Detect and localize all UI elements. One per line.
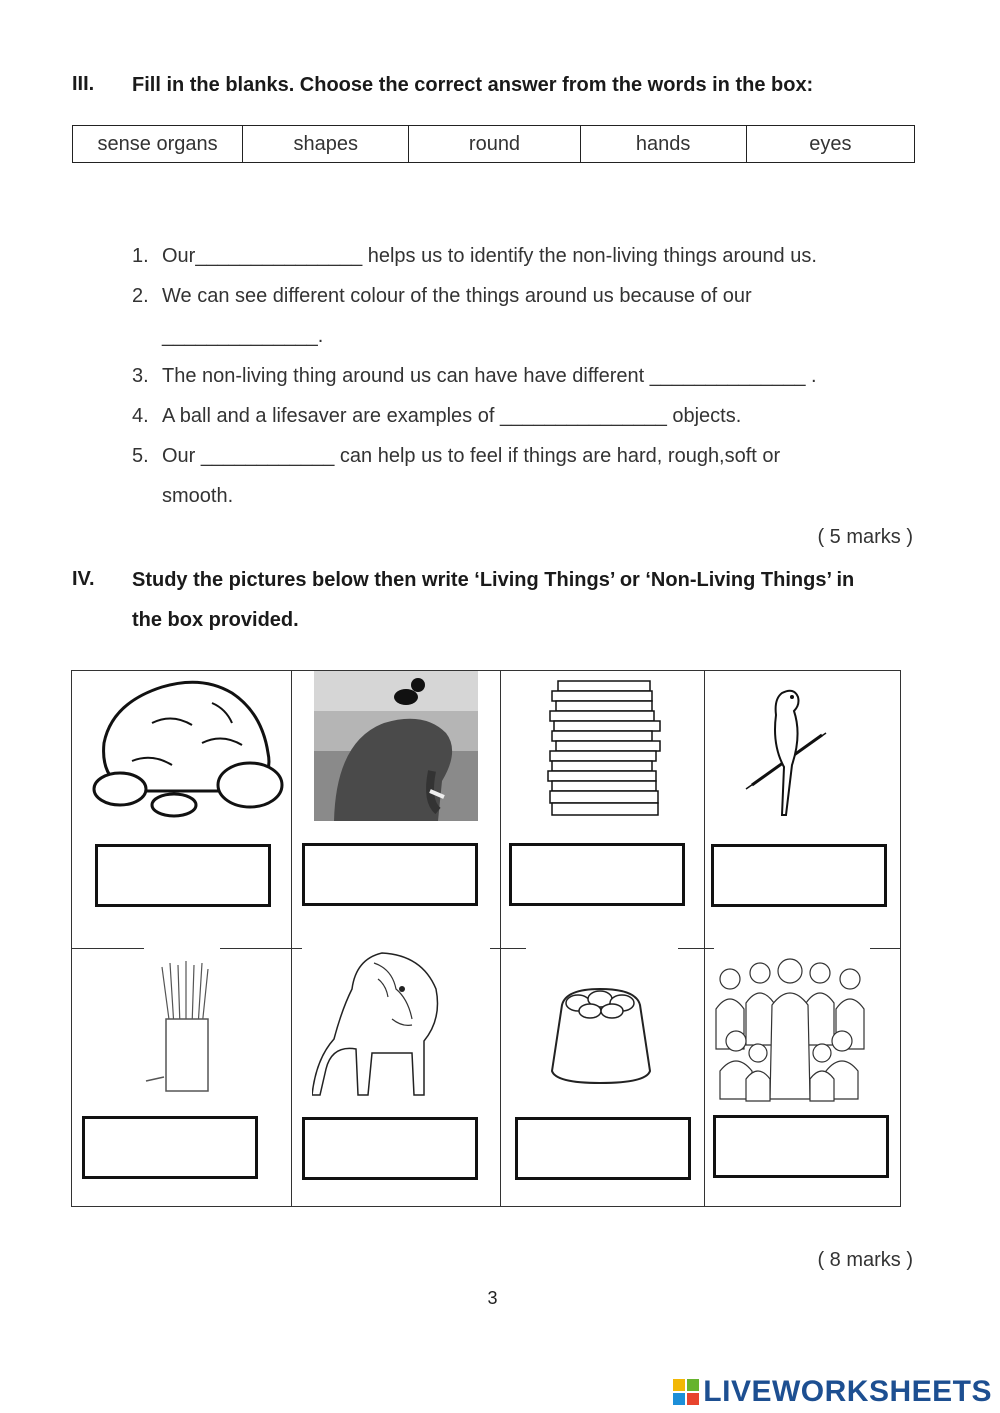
section-3-instruction: Fill in the blanks. Choose the correct answer from the words in the box: [132,74,814,96]
section-4-instruction-line1: Study the pictures below then write ‘Living Things’ or ‘Non-Living Things’ in [132,569,855,591]
rock-icon [92,673,284,821]
answer-box[interactable] [302,1117,478,1180]
question-text: Our_______________ helps us to identify the non-living things around us. [162,245,817,267]
section-4-number: IV. [72,568,95,590]
question-number: 1. [132,245,149,267]
question-number: 2. [132,285,149,307]
question-blank: ______________. [162,325,324,347]
word-cell: round [409,126,580,162]
word-cell: hands [581,126,747,162]
elephant-with-monkey-photo [314,671,478,821]
group-of-people-icon [710,949,870,1109]
answer-box[interactable] [95,844,271,907]
parrot-icon [742,685,832,821]
liveworksheets-logo [673,1375,992,1409]
question-number: 3. [132,365,149,387]
brand-name: LIVEWORKSHEETS [703,1375,992,1408]
section-3-marks: ( 5 marks ) [817,526,913,548]
word-cell: sense organs [73,126,243,162]
lion-icon [312,949,442,1099]
question-text: The non-living thing around us can have have different ______________ . [162,365,817,387]
picture-grid [71,670,901,1207]
answer-box[interactable] [711,844,887,907]
question-text: We can see different colour of the things around us because of our [162,285,752,307]
word-box [72,125,915,163]
stack-of-books-icon [522,677,692,825]
question-text: A ball and a lifesaver are examples of _______________ objects. [162,405,742,427]
word-cell: shapes [243,126,409,162]
answer-box[interactable] [713,1115,889,1178]
answer-box[interactable] [82,1116,258,1179]
question-text: Our ____________ can help us to feel if things are hard, rough,soft or [162,445,781,467]
question-text: smooth. [162,485,234,507]
page-number: 3 [487,1288,498,1308]
section-4-instruction-line2: the box provided. [132,609,299,631]
section-4-marks: ( 8 marks ) [817,1249,913,1271]
pencil-cup-icon [142,957,222,1099]
answer-box[interactable] [509,843,685,906]
question-number: 5. [132,445,149,467]
answer-box[interactable] [515,1117,691,1180]
sack-of-potatoes-icon [546,981,656,1085]
answer-box[interactable] [302,843,478,906]
section-3-number: III. [72,73,95,95]
word-cell: eyes [809,132,852,155]
question-number: 4. [132,405,149,427]
brand-mark-icon [673,1379,699,1405]
